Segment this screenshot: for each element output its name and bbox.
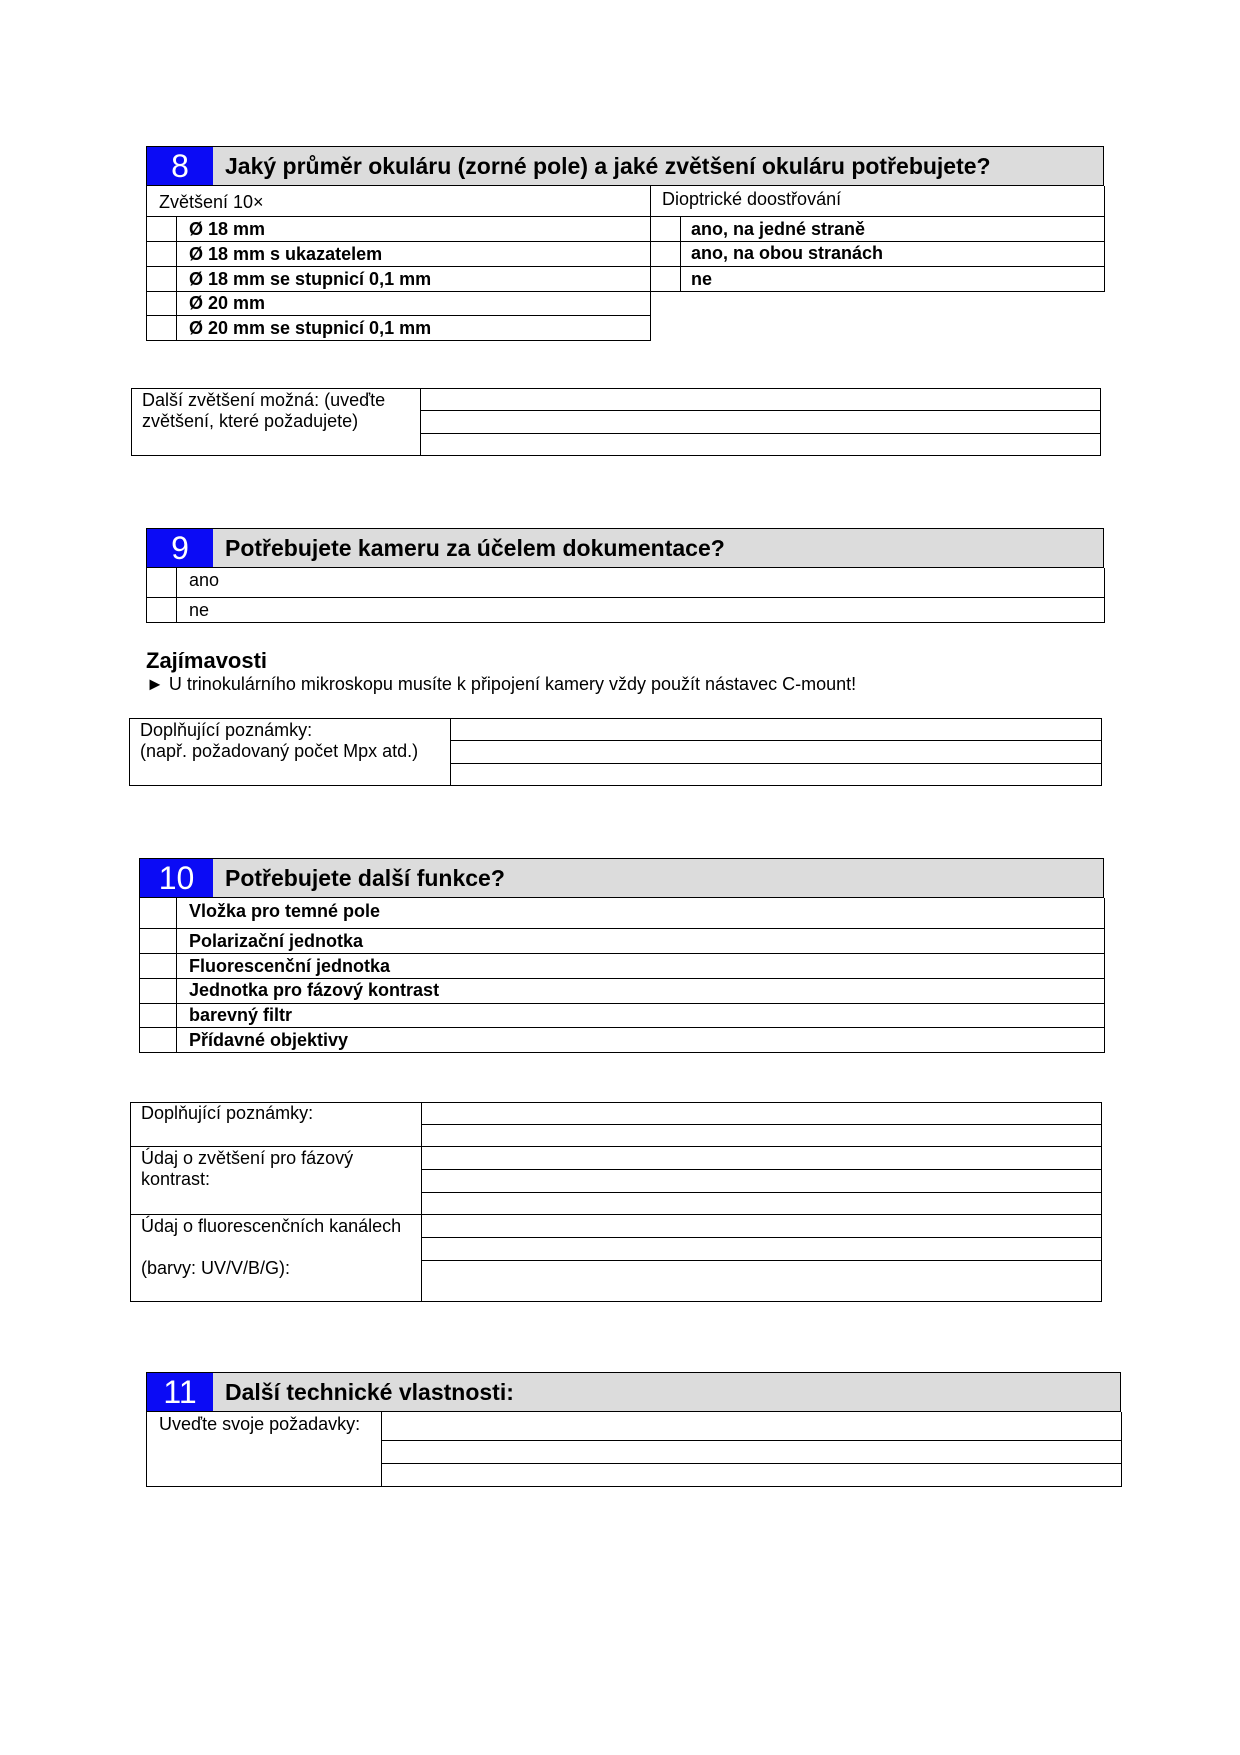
info-text: ► U trinokulárního mikroskopu musíte k připojení kamery vždy použít nástavec C-mount! <box>146 674 857 694</box>
camera-notes-sublabel: (např. požadovaný počet Mpx atd.) <box>140 741 419 761</box>
checkbox-extra-objectives[interactable] <box>140 1028 176 1052</box>
checkbox-camera-yes[interactable] <box>147 569 176 597</box>
option-label: Ø 18 mm s ukazatelem <box>189 244 383 264</box>
info-heading: Zajímavosti <box>146 648 268 673</box>
section-title: Potřebujete kameru za účelem dokumentace? <box>213 529 1103 567</box>
option-label: ano <box>189 570 220 590</box>
option-label: Ø 18 mm <box>189 219 266 239</box>
checkbox-phase-contrast[interactable] <box>140 979 176 1003</box>
extra-magnification-label: Další zvětšení možná: (uveďte zvětšení, které požadujete) <box>142 390 386 431</box>
checkbox-camera-no[interactable] <box>147 598 176 622</box>
functions-notes-field-2[interactable] <box>422 1125 1101 1146</box>
camera-notes-field-2[interactable] <box>451 741 1101 763</box>
option-label: ano, na obou stranách <box>691 243 884 263</box>
dioptric-header: Dioptrické doostřování <box>662 189 842 209</box>
option-label: Přídavné objektivy <box>189 1030 349 1050</box>
option-label: ne <box>691 269 713 289</box>
option-label: Ø 18 mm se stupnicí 0,1 mm <box>189 269 432 289</box>
checkbox-dioptric-both-sides[interactable] <box>651 242 680 266</box>
requirements-field-3[interactable] <box>382 1464 1121 1486</box>
section-title: Jaký průměr okuláru (zorné pole) a jaké zvětšení okuláru potřebujete? <box>213 147 1103 185</box>
checkbox-dioptric-one-side[interactable] <box>651 217 680 241</box>
option-label: Jednotka pro fázový kontrast <box>189 980 440 1000</box>
checkbox-darkfield[interactable] <box>140 899 176 928</box>
extra-magnification-field-3[interactable] <box>421 434 1100 455</box>
section-title: Další technické vlastnosti: <box>213 1373 1120 1411</box>
requirements-field-1[interactable] <box>382 1412 1121 1440</box>
checkbox-18mm-scale[interactable] <box>147 267 176 291</box>
option-label: Polarizační jednotka <box>189 931 364 951</box>
option-label: ne <box>189 600 210 620</box>
section-number: 11 <box>147 1373 213 1411</box>
option-label: barevný filtr <box>189 1005 293 1025</box>
checkbox-20mm[interactable] <box>147 292 176 315</box>
option-label: Vložka pro temné pole <box>189 901 381 921</box>
camera-notes-field-3[interactable] <box>451 764 1101 785</box>
requirements-field-2[interactable] <box>382 1441 1121 1463</box>
functions-notes-label: Doplňující poznámky: <box>141 1103 314 1123</box>
option-label: Ø 20 mm <box>189 293 266 313</box>
checkbox-20mm-scale[interactable] <box>147 316 176 340</box>
option-label: Fluorescenční jednotka <box>189 956 391 976</box>
phase-contrast-field-2[interactable] <box>422 1170 1101 1192</box>
functions-notes-field-1[interactable] <box>422 1103 1101 1124</box>
checkbox-dioptric-no[interactable] <box>651 267 680 291</box>
requirements-label: Uveďte svoje požadavky: <box>159 1414 361 1434</box>
magnification-header: Zvětšení 10× <box>159 192 264 212</box>
option-label: Ø 20 mm se stupnicí 0,1 mm <box>189 318 432 338</box>
checkbox-fluorescence[interactable] <box>140 954 176 978</box>
fluorescence-field-1[interactable] <box>422 1215 1101 1237</box>
section-number: 9 <box>147 529 213 567</box>
phase-contrast-field-1[interactable] <box>422 1147 1101 1169</box>
option-label: ano, na jedné straně <box>691 219 866 239</box>
extra-magnification-field-2[interactable] <box>421 411 1100 433</box>
fluorescence-field-2[interactable] <box>422 1238 1101 1260</box>
fluorescence-channels-label: Údaj o fluorescenčních kanálech <box>141 1216 402 1236</box>
phase-contrast-field-3[interactable] <box>422 1193 1101 1214</box>
checkbox-color-filter[interactable] <box>140 1004 176 1027</box>
extra-magnification-field-1[interactable] <box>421 389 1100 410</box>
camera-notes-label: Doplňující poznámky: <box>140 720 313 740</box>
fluorescence-colors-label: (barvy: UV/V/B/G): <box>141 1258 291 1278</box>
phase-contrast-label: Údaj o zvětšení pro fázový kontrast: <box>141 1148 354 1189</box>
section-number: 8 <box>147 147 213 185</box>
checkbox-18mm[interactable] <box>147 217 176 241</box>
checkbox-polarization[interactable] <box>140 929 176 953</box>
section-number: 10 <box>140 859 213 897</box>
checkbox-18mm-pointer[interactable] <box>147 242 176 266</box>
camera-notes-field-1[interactable] <box>451 719 1101 740</box>
section-title: Potřebujete další funkce? <box>213 859 1103 897</box>
fluorescence-field-3[interactable] <box>422 1261 1101 1301</box>
